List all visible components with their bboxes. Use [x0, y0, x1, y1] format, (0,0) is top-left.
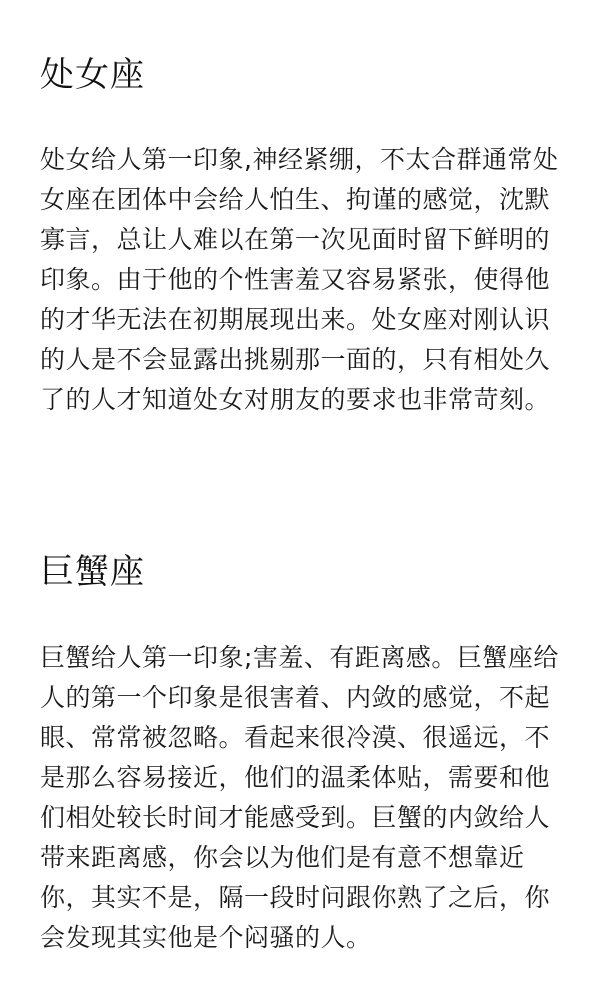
virgo-heading: 处女座: [40, 55, 145, 95]
cancer-paragraph: 巨蟹给人第一印象;害羞、有距离感。巨蟹座给人的第一个印象是很害着、内敛的感觉，不起眼、常常被忽略。看起来很冷漠、很遥远，不是那么容易接近，他们的温柔体贴，需要和他们相处较长时间才能感受到。巨蟹的内敛给人带来距离感，你会以为他们是有意不想靠近你，其实不是，隔一段时问跟你熟了之后，你会发现其实他是个闷骚的人。: [40, 643, 559, 952]
cancer-heading: 巨蟹座: [40, 552, 145, 592]
virgo-paragraph: 处女给人第一印象,神经紧绷，不太合群通常处女座在团体中会给人怕生、拘谨的感觉，沈默寡言，总让人难以在第一次见面时留下鲜明的印象。由于他的个性害羞又容易紧张，使得他的才华无法在初期展现出来。处女座对刚认识的人是不会显露出挑剔那一面的，只有相处久了的人才知道处女对朋友的要求也非常苛刻。: [40, 145, 559, 414]
